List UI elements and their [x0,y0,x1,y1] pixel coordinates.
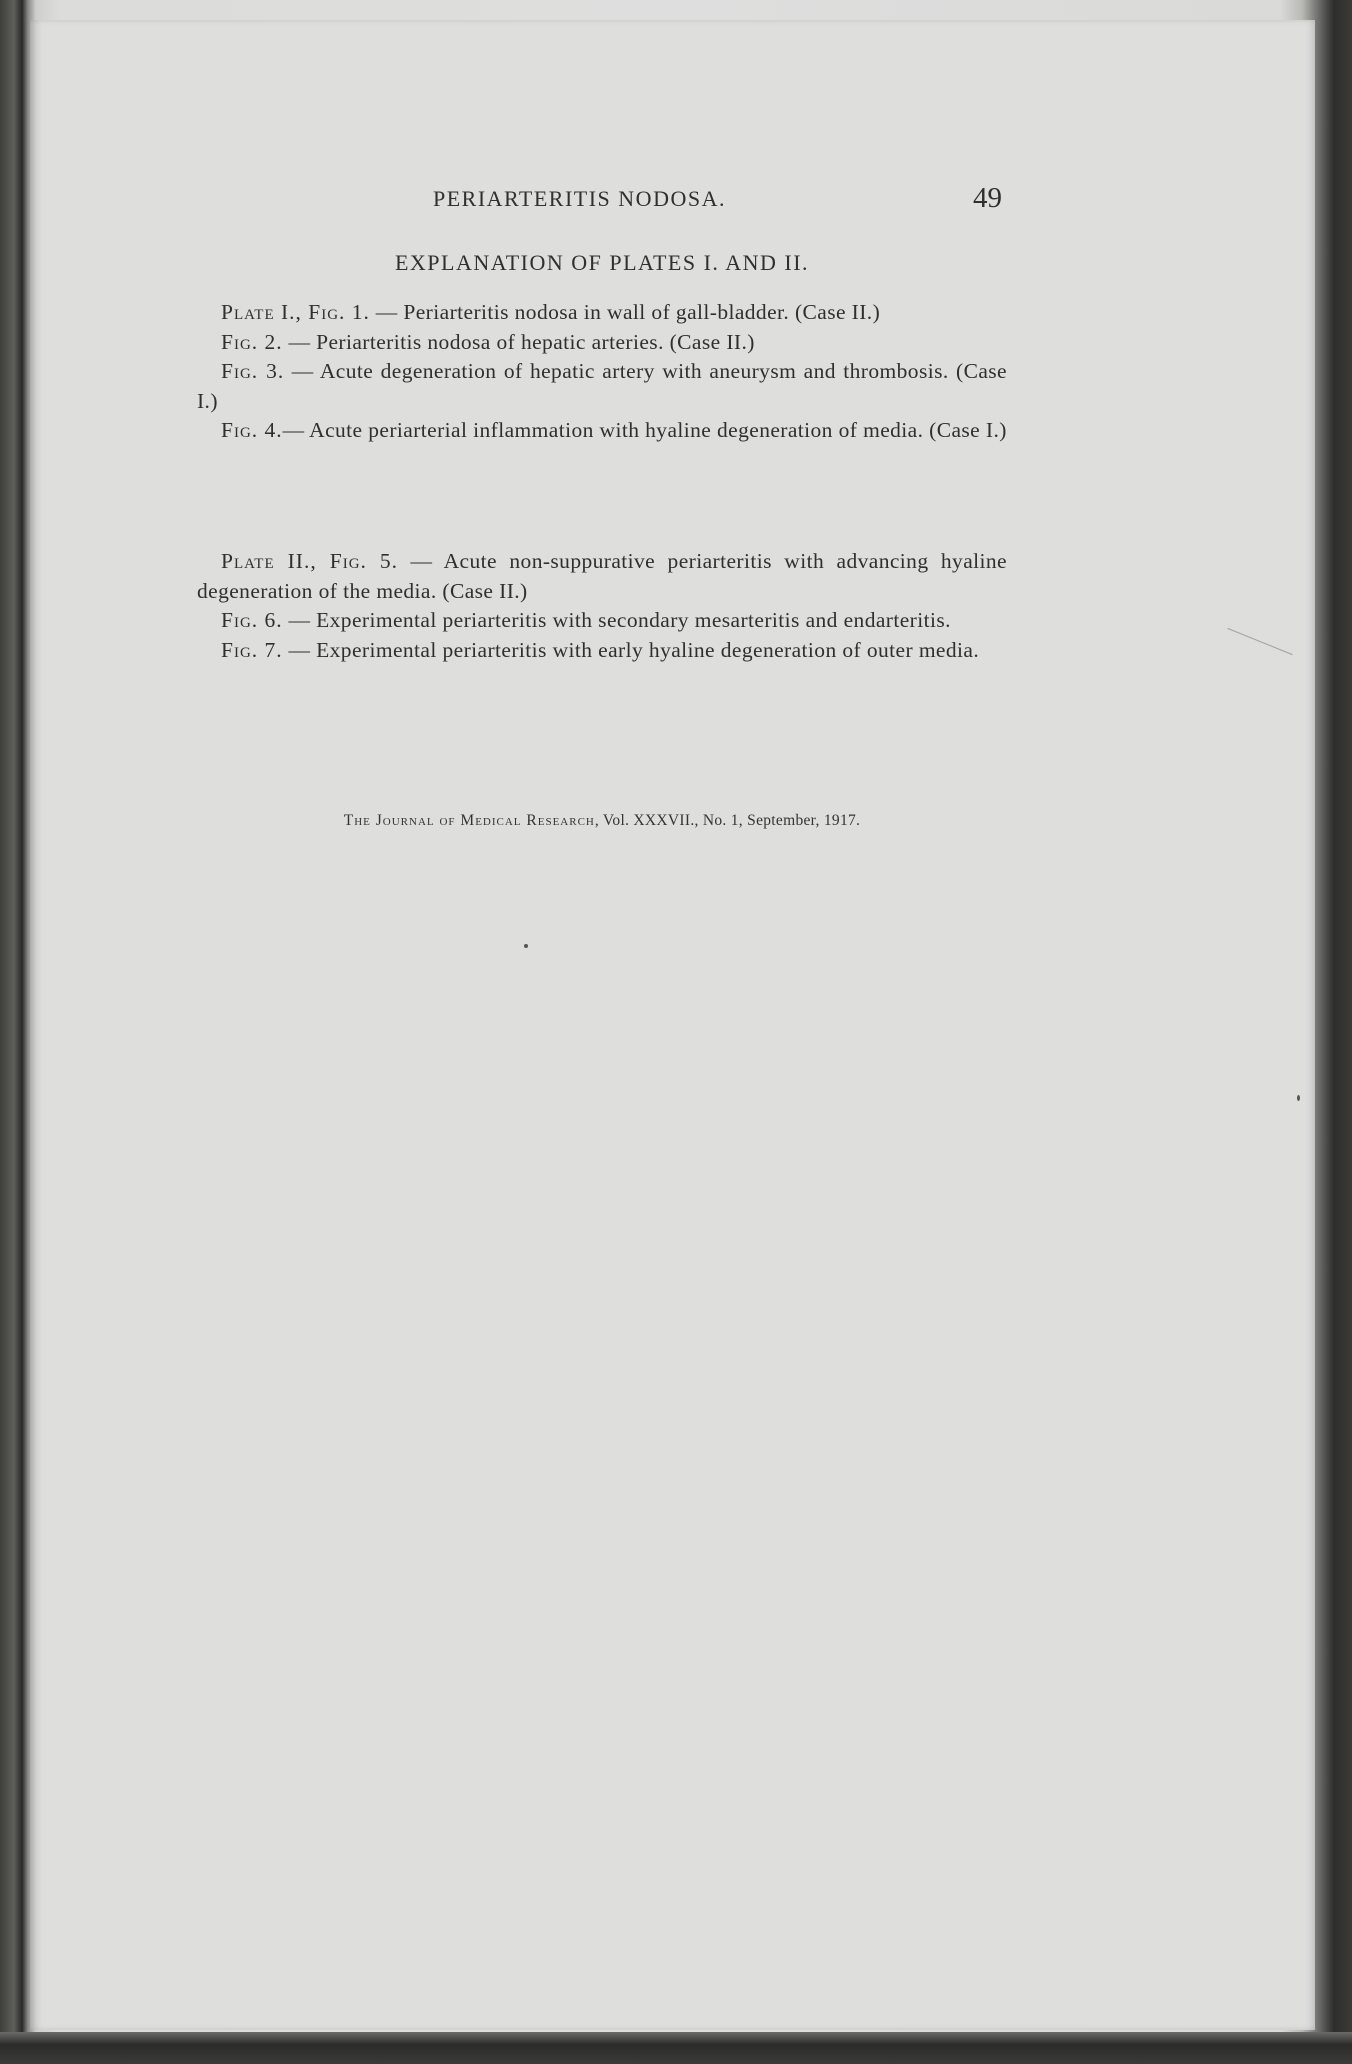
page-bottom-edge [0,2032,1352,2064]
running-head [197,182,1007,222]
caption-label: Fig. 6. [221,608,283,632]
caption-fig-6 [197,606,1007,636]
page-number: 49 [973,182,1002,214]
caption-fig-3 [197,357,1007,416]
caption-fig-7 [197,636,1007,666]
plate-one-captions [197,298,1007,446]
running-head-title: PERIARTERITIS NODOSA. [433,186,726,211]
caption-text: — Acute degeneration of hepatic artery with aneurysm and thrombosis. (Case I.) [197,359,1007,413]
dust-speck [524,944,528,948]
caption-label: Fig. 4. [221,418,283,442]
caption-text: — Experimental periarteritis with early hyaline degeneration of outer media. [282,637,980,662]
caption-text: — Periarteritis nodosa in wall of gall-bladder. (Case II.) [369,300,881,324]
journal-details: , Vol. XXXVII., No. 1, September, 1917. [594,812,861,829]
dust-speck [1297,1095,1300,1101]
caption-fig-2 [197,328,1007,358]
caption-label: Plate II., Fig. 5. [221,549,399,573]
caption-text: — Periarteritis nodosa of hepatic arteries. (Case II.) [282,329,755,354]
caption-text: — Experimental periarteritis with secondary mesarteritis and endarteritis. [282,608,951,632]
caption-label: Fig. 3. [221,359,285,383]
section-title: EXPLANATION OF PLATES I. AND II. [394,250,810,275]
caption-fig-5 [197,547,1007,606]
caption-label: Fig. 2. [221,329,283,354]
caption-text: — Acute non-suppurative periarteritis with advancing hyaline degeneration of the media. (Case II.) [197,549,1007,603]
caption-fig-1 [197,298,1007,328]
journal-citation [197,812,1007,830]
caption-text: — Acute periarterial inflammation with hyaline degeneration of media. (Case I.) [282,418,1007,442]
caption-label: Fig. 7. [221,637,283,662]
caption-label: Plate I., Fig. 1. [221,300,370,324]
journal-name: The Journal of Medical Research [343,812,595,829]
caption-fig-4 [197,416,1007,446]
plate-two-captions [197,547,1007,665]
